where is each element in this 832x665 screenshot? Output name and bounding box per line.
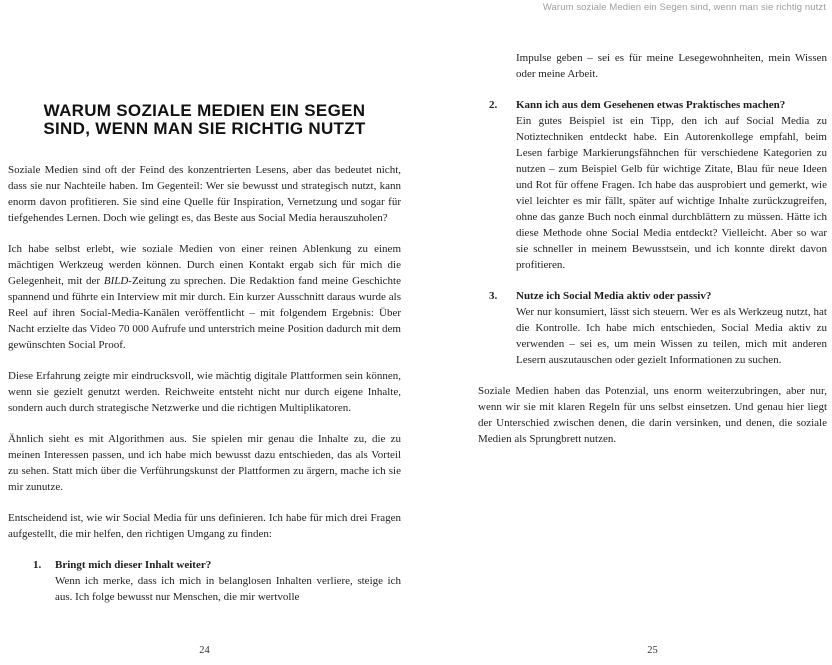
list-number: 3. bbox=[489, 290, 498, 302]
chapter-title bbox=[8, 102, 401, 138]
paragraph-text: Ich habe selbst erlebt, wie soziale Medien von einer reinen Ablenkung zu einem mächtigen Werkzeug werden können. Durch einen Kontakt ergab sich für mich die Gelegenheit, mit der bbox=[8, 243, 401, 287]
body-paragraph: Entscheidend ist, wie wir Social Media für uns definieren. Ich habe für mich drei Fragen aufgestellt, die mir helfen, den richtigen Umgang zu finden: bbox=[8, 512, 401, 540]
numbered-list-item-3 bbox=[478, 288, 827, 368]
list-item-body: Ein gutes Beispiel ist ein Tipp, den ich auf Social Media zu Notiztechniken entdeckt habe. Ein Autorenkollege empfahl, beim Lesen farbige Markierungsfähnchen für verschiedene Kategorien zu nutzen – zum Beispiel Gelb für wichtige Zitate, Blau für neue Ideen und Rot für offene Fragen. Ich habe das ausprobiert und gemerkt, wie viel leichter es mir fällt, später auf wichtige Inhalte zurückzugreifen, ohne das ganze Buch noch einmal durchblättern zu müssen. Hätte ich diese Methode ohne Social Media entdeckt? Vielleicht. Aber so war sie schneller in meinem Bewusstsein, und ich konnte direkt davon profitieren. bbox=[516, 115, 827, 271]
page-number-left: 24 bbox=[199, 645, 210, 656]
numbered-list-item-2 bbox=[478, 97, 827, 273]
body-paragraph: Soziale Medien sind oft der Feind des konzentrierten Lesens, aber das bedeutet nicht, dass sie nur Nachteile haben. Im Gegenteil: Wer sie bewusst und strategisch nutzt, kann enorm davon profitieren. Sie sind eine Quelle für Inspiration, Vernetzung und sogar für tiefgehendes Lernen. Doch wie gelingt es, das Beste aus Social Media herauszuholen? bbox=[8, 164, 401, 224]
paragraph-text: -Zeitung zu sprechen. Die Redaktion fand meine Geschichte spannend und führte ein Interview mit mir durch. Ein kurzer Ausschnitt daraus wurde als Reel auf ihren Social-Media-Kanälen veröffentlicht – mit folgendem Ergebnis: Über Nacht erzielte das Video 70 000 Aufrufe und unterstrich meine Position dadurch mit dem gewünschten Social Proof. bbox=[8, 275, 401, 351]
continuation-paragraph: Impulse geben – sei es für meine Lesegewohnheiten, mein Wissen oder meine Arbeit. bbox=[516, 52, 827, 80]
list-item-heading: Bringt mich dieser Inhalt weiter? bbox=[55, 559, 212, 571]
chapter-title-line-2: SIND, WENN MAN SIE RICHTIG NUTZT bbox=[43, 119, 366, 138]
list-item-body: Wenn ich merke, dass ich mich in belanglosen Inhalten verliere, steige ich aus. Ich folge bewusst nur Menschen, die mir wertvolle bbox=[55, 575, 401, 603]
body-paragraph bbox=[8, 241, 401, 353]
italic-book-name: BILD bbox=[103, 275, 129, 287]
book-page-left bbox=[8, 0, 401, 665]
list-item-heading: Nutze ich Social Media aktiv oder passiv? bbox=[516, 290, 712, 302]
list-item-content bbox=[516, 97, 827, 273]
chapter-title-line-1: WARUM SOZIALE MEDIEN EIN SEGEN bbox=[43, 101, 366, 120]
list-item-content bbox=[55, 557, 401, 605]
closing-paragraph: Soziale Medien haben das Potenzial, uns enorm weiterzubringen, aber nur, wenn wir sie mit klaren Regeln für uns selbst einsetzen. Und genau hier liegt der Unterschied zwischen denen, die darin versinken, und denen, die soziale Medien als Sprungbrett nutzen. bbox=[478, 385, 827, 445]
numbered-list-item-1 bbox=[8, 557, 401, 605]
page-number-right: 25 bbox=[647, 645, 658, 656]
running-header: Warum soziale Medien ein Segen sind, wenn man sie richtig nutzt bbox=[542, 2, 826, 13]
list-item-content bbox=[516, 288, 827, 368]
list-item-heading: Kann ich aus dem Gesehenen etwas Praktisches machen? bbox=[516, 99, 786, 111]
body-paragraph: Diese Erfahrung zeigte mir eindrucksvoll, wie mächtig digitale Plattformen sein können, wenn sie gezielt genutzt werden. Reichweite entsteht nicht nur durch eigene Inhalte, sondern auch durch strategische Netzwerke und die richtigen Multiplikatoren. bbox=[8, 370, 401, 414]
body-paragraph: Ähnlich sieht es mit Algorithmen aus. Sie spielen mir genau die Inhalte zu, die zu meinen Interessen passen, und ich habe mich bewusst dazu entschieden, das als Vorteil zu sehen. Statt mich über die Verführungskunst der Plattformen zu ärgern, mache ich sie mir zunutze. bbox=[8, 433, 401, 493]
list-number: 1. bbox=[33, 559, 42, 571]
list-number: 2. bbox=[489, 99, 498, 111]
list-item-body: Wer nur konsumiert, lässt sich steuern. Wer es als Werkzeug nutzt, hat die Kontrolle. Ich habe mich entschieden, Social Media aktiv zu verwenden – sei es, um mein Wissen zu teilen, mich mit anderen Lesern auszutauschen oder gezielt Informationen zu suchen. bbox=[516, 306, 827, 366]
book-page-right bbox=[478, 0, 827, 665]
